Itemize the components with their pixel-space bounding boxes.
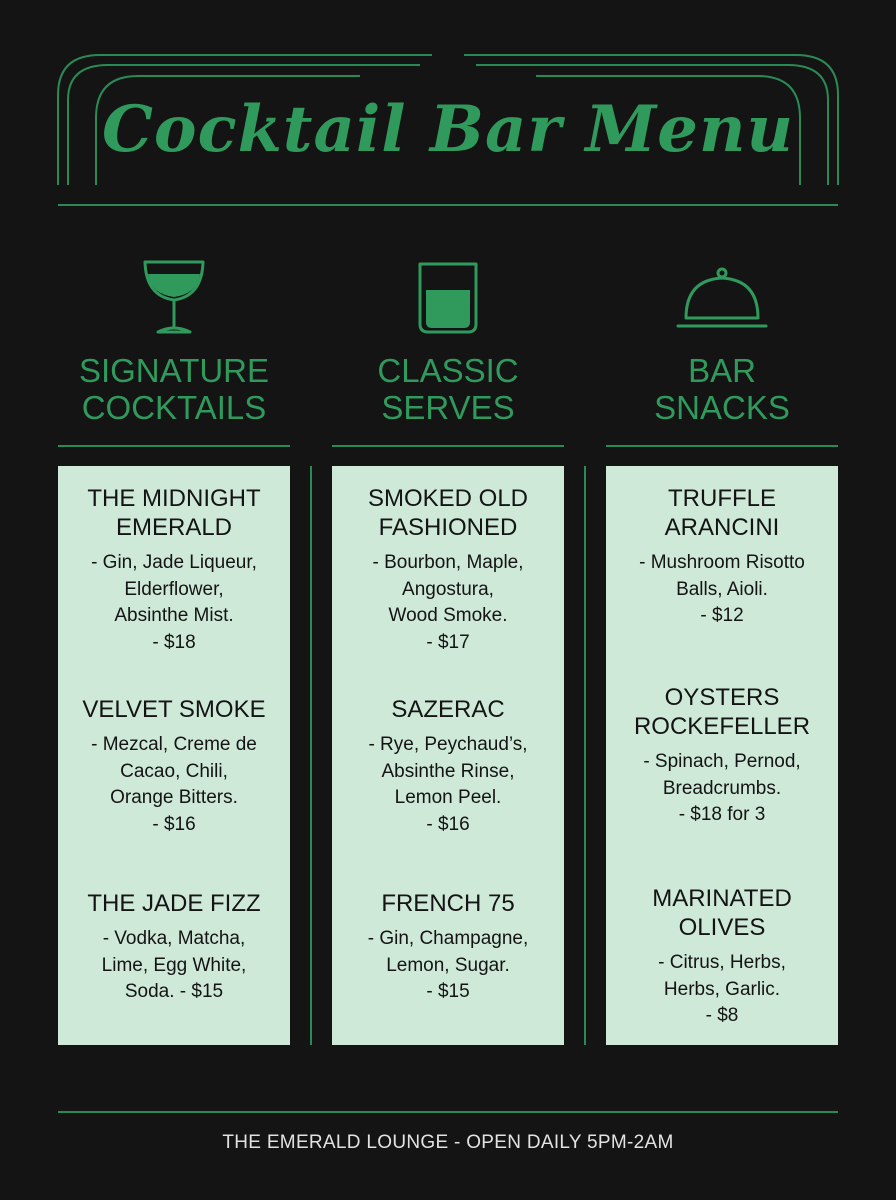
menu-item (58, 695, 290, 838)
item-description: - Gin, Champagne, Lemon, Sugar. - $15 (367, 928, 529, 1002)
item-name: SMOKED OLD FASHIONED (367, 485, 529, 541)
menu-item (58, 484, 290, 656)
item-description: - Mezcal, Creme de Cacao, Chili, Orange Bitters. - $16 (91, 734, 257, 835)
section-heading: CLASSIC SERVES (377, 352, 519, 426)
section-divider (58, 445, 290, 447)
item-name: SAZERAC (391, 696, 505, 723)
section-heading: BAR SNACKS (654, 352, 790, 426)
section-divider (606, 445, 838, 447)
item-description: - Spinach, Pernod, Breadcrumbs. - $18 for 3 (643, 751, 801, 825)
item-description: - Rye, Peychaud’s, Absinthe Rinse, Lemon Peel. - $16 (368, 734, 528, 835)
item-description: - Gin, Jade Liqueur, Elderflower, Absinthe Mist. - $18 (91, 552, 257, 653)
item-description: - Mushroom Risotto Balls, Aioli. - $12 (639, 552, 805, 626)
rocks-glass-icon (398, 256, 498, 336)
section-divider (332, 445, 564, 447)
footer-text: THE EMERALD LOUNGE - OPEN DAILY 5PM-2AM (222, 1132, 674, 1153)
item-name: MARINATED OLIVES (652, 885, 792, 941)
item-name: THE MIDNIGHT EMERALD (87, 485, 261, 541)
cloche-icon (672, 256, 772, 336)
item-name: VELVET SMOKE (82, 696, 266, 723)
item-description: - Bourbon, Maple, Angostura, Wood Smoke. - $17 (372, 552, 524, 653)
item-name: THE JADE FIZZ (87, 890, 261, 917)
item-name: OYSTERS ROCKEFELLER (633, 684, 811, 740)
menu-card (58, 466, 290, 1045)
menu-item (332, 484, 564, 656)
menu-card (606, 466, 838, 1045)
page-title: Cocktail Bar Menu (101, 92, 795, 167)
cocktail-glass-icon (124, 256, 224, 336)
menu-card (332, 466, 564, 1045)
menu-item (58, 889, 290, 1006)
item-name: TRUFFLE ARANCINI (664, 485, 780, 541)
menu-item (606, 484, 838, 630)
item-description: - Citrus, Herbs, Herbs, Garlic. - $8 (658, 952, 786, 1026)
menu-item (332, 695, 564, 838)
item-name: FRENCH 75 (381, 890, 515, 917)
menu-item (606, 884, 838, 1030)
menu-item (606, 683, 838, 829)
item-description: - Vodka, Matcha, Lime, Egg White, Soda. - $15 (101, 928, 247, 1002)
section-heading: SIGNATURE COCKTAILS (78, 352, 270, 426)
menu-item (332, 889, 564, 1006)
